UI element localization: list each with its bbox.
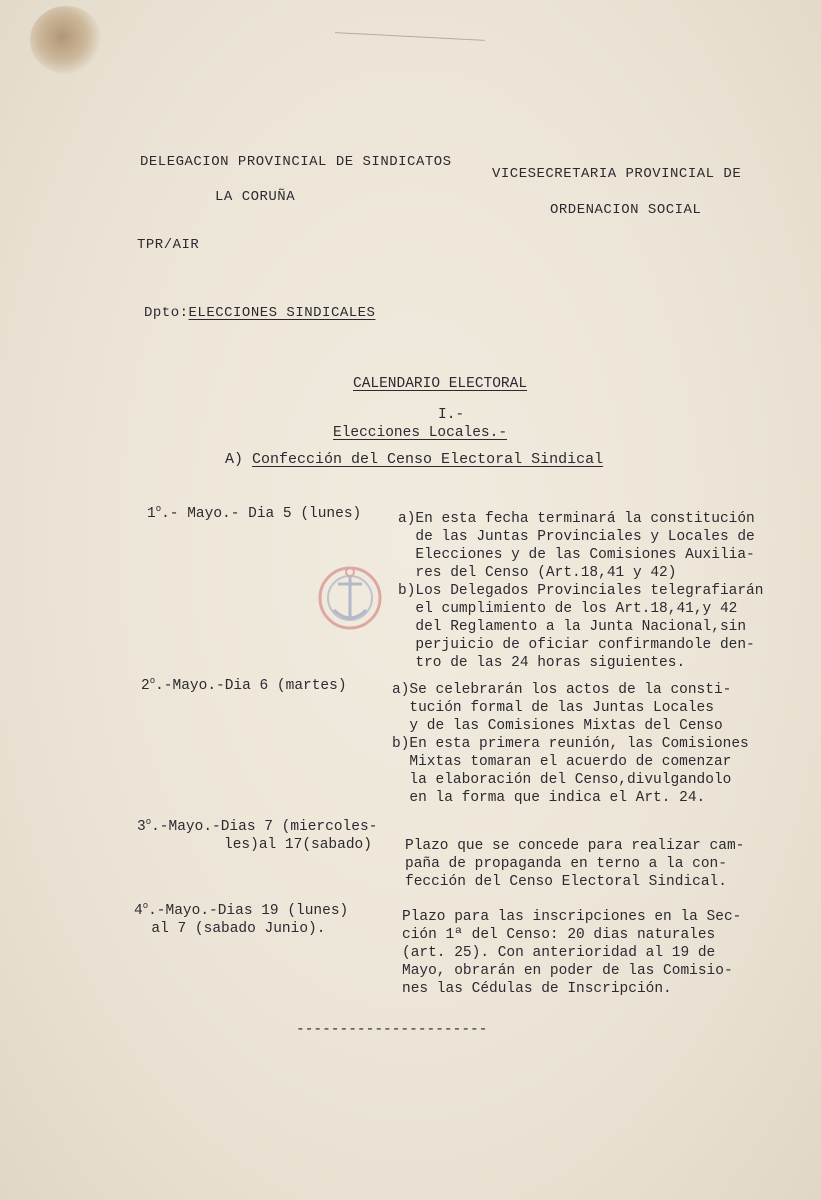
- entry-2-line-3: y de las Comisiones Mixtas del Censo: [392, 718, 723, 734]
- entry-2-line-7: en la forma que indica el Art. 24.: [392, 790, 706, 806]
- subheading-letter: A): [225, 451, 244, 468]
- entry-2-line-4: b)En esta primera reunión, las Comisiones: [392, 736, 749, 752]
- entry-3-text: [405, 837, 744, 891]
- entry-2-line-2: tución formal de las Juntas Locales: [392, 700, 714, 716]
- entry-3-line-3: fección del Censo Electoral Sindical.: [405, 874, 727, 890]
- reference-code: TPR/AIR: [137, 237, 200, 253]
- entry-4-line-2: ción 1ª del Censo: 20 dias naturales: [402, 927, 716, 943]
- entry-3-date-line1: 3$^o$.-Mayo.-Dias 7 (miercoles-: [137, 817, 378, 835]
- header-right-line2: ORDENACION SOCIAL: [550, 202, 702, 218]
- entry-4-line-5: nes las Cédulas de Inscripción.: [402, 981, 672, 997]
- entry-1-text: [398, 510, 763, 672]
- section-number: I.-: [438, 407, 465, 423]
- entry-1-line-6: el cumplimiento de los Art.18,41,y 42: [398, 601, 738, 617]
- document-title: CALENDARIO ELECTORAL: [353, 376, 528, 392]
- entry-3-date: [137, 813, 377, 854]
- entry-4-text: [402, 908, 741, 998]
- entry-4-line-4: Mayo, obrarán en poder de las Comisio-: [402, 963, 733, 979]
- entry-2-line-5: Mixtas tomaran el acuerdo de comenzar: [392, 754, 732, 770]
- entry-4-line-3: (art. 25). Con anterioridad al 19 de: [402, 945, 716, 961]
- department-value: ELECCIONES SINDICALES: [188, 305, 376, 321]
- entry-1-line-3: Elecciones y de las Comisiones Auxilia-: [398, 547, 755, 563]
- entry-1-line-7: del Reglamento a la Junta Nacional,sin: [398, 619, 747, 635]
- entry-2-text: [392, 681, 749, 807]
- entry-4-date: [134, 897, 348, 938]
- header-left-line1: DELEGACION PROVINCIAL DE SINDICATOS: [140, 154, 452, 170]
- section-heading: Elecciones Locales.-: [333, 425, 508, 441]
- department-label: Dpto:: [144, 305, 189, 321]
- anchor-seal-icon: [300, 548, 400, 648]
- department-line: [144, 305, 375, 321]
- entry-3-date-line2: les)al 17(sabado): [137, 837, 372, 853]
- entry-2-line-6: la elaboración del Censo,divulgandolo: [392, 772, 732, 788]
- entry-4-date-line1: 4$^o$.-Mayo.-Dias 19 (lunes): [134, 901, 349, 919]
- header-right-line1: VICESECRETARIA PROVINCIAL DE: [492, 166, 742, 182]
- subheading-text: Confección del Censo Electoral Sindical: [252, 451, 604, 468]
- entry-1-line-5: b)Los Delegados Provinciales telegrafiarán: [398, 583, 764, 599]
- entry-3-line-2: paña de propaganda en terno a la con-: [405, 856, 727, 872]
- entry-1-line-1: a)En esta fecha terminará la constitución: [398, 511, 755, 527]
- entry-1-date: 1$^o$.- Mayo.- Dia 5 (lunes): [147, 504, 362, 522]
- entry-3-line-1: Plazo que se concede para realizar cam-: [405, 838, 745, 854]
- entry-1-line-9: tro de las 24 horas siguientes.: [398, 655, 686, 671]
- entry-1-line-8: perjuicio de oficiar confirmandole den-: [398, 637, 755, 653]
- entry-4-date-line2: al 7 (sabado Junio).: [134, 921, 326, 937]
- paper-stain: [30, 6, 102, 74]
- entry-1-line-2: de las Juntas Provinciales y Locales de: [398, 529, 755, 545]
- entry-1-date-line1: .- Mayo.- Dia 5 (lunes): [161, 506, 362, 522]
- header-left-line2: LA CORUÑA: [215, 189, 296, 205]
- entry-1-line-4: res del Censo (Art.18,41 y 42): [398, 565, 677, 581]
- entry-4-line-1: Plazo para las inscripciones en la Sec-: [402, 909, 742, 925]
- pencil-mark: [335, 32, 485, 41]
- subheading-line: [225, 452, 603, 468]
- entry-2-line-1: a)Se celebrarán los actos de la consti-: [392, 682, 732, 698]
- entry-2-date: 2$^o$.-Mayo.-Dia 6 (martes): [141, 676, 347, 694]
- entry-2-date-line1: .-Mayo.-Dia 6 (martes): [155, 678, 347, 694]
- closing-rule: ----------------------: [296, 1022, 488, 1038]
